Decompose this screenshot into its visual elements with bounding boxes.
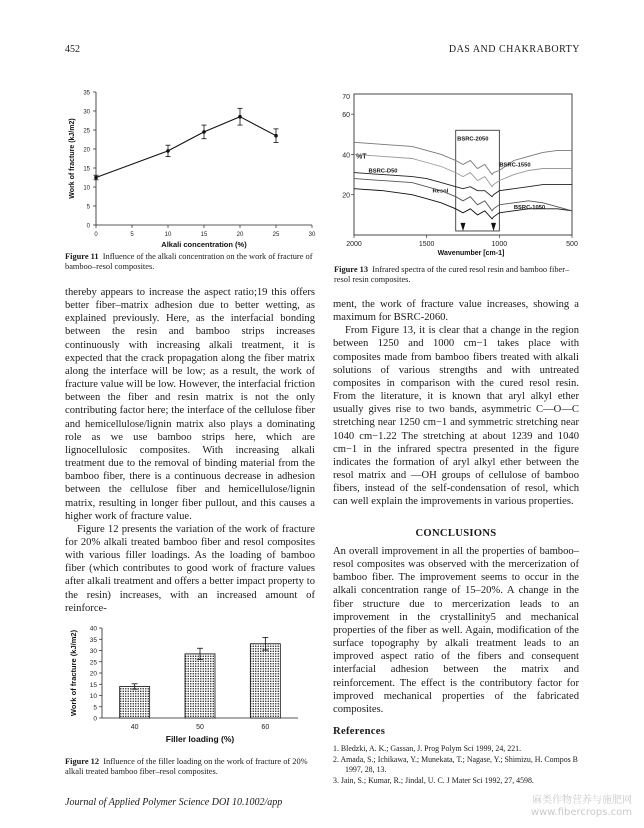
x-tick-label: 60	[261, 724, 270, 731]
series-label: BSRC-2050	[457, 136, 489, 143]
x-tick-label: 1500	[418, 241, 435, 248]
y-tick-label: 60	[342, 112, 350, 120]
x-tick-label: 500	[566, 241, 578, 248]
x-axis-title: Filler loading (%)	[165, 734, 235, 744]
y-tick-label: 20	[89, 670, 97, 678]
x-tick-label: 1000	[491, 241, 508, 248]
caption-text: Influence of the filler loading on the work of fracture of 20% alkali treated bamboo fiber–resol composites.	[65, 757, 308, 777]
y-tick-label: 40	[342, 152, 350, 160]
data-point	[202, 130, 206, 134]
right-column-text	[333, 298, 579, 509]
x-tick-label: 20	[236, 232, 244, 238]
right-paragraph-2: From Figure 13, it is clear that a change in the region between 1250 and 1000 cm−1 takes place with composites made from bamboo fibers treated with alkali solutions of various strengths and with untreated composites in comparison with the cured resol resin. From the literature, it is known that aryl alkyl ether usually gives rise to two bands, asymmetric C—O—C stretching near 1250 cm−1 and symmetric stretching near 1040 cm−1.22 The stretching at about 1239 and 1040 cm−1 in the infrared spectra presented in the figure indicates the formation of aryl alkyl ether between the resol matrix and —OH groups of cellulose of bamboo fibers, instead of the self-condensation of resol, which can well explain the improvements in various properties.	[333, 325, 579, 508]
x-tick-label: 50	[196, 724, 204, 731]
y-axis-title: %T	[356, 153, 367, 161]
y-tick-label: 20	[342, 192, 350, 200]
y-tick-label: 0	[93, 715, 97, 723]
y-tick-label: 30	[89, 648, 97, 655]
reference-item: 2. Amada, S.; Ichikawa, Y.; Munekata, T.; Nagase, Y.; Shimizu, H. Compos B 1997, 28, 13.	[333, 755, 578, 774]
data-point	[94, 176, 98, 180]
data-point	[238, 115, 242, 119]
figure-12-caption	[65, 757, 315, 778]
y-tick-label: 30	[83, 109, 90, 116]
y-tick-label: 25	[89, 659, 97, 667]
series-label: BSRC-D50	[368, 168, 398, 175]
conclusions-text	[333, 545, 579, 716]
y-tick-label: 20	[83, 147, 90, 154]
figure-12-chart	[62, 620, 324, 750]
y-tick-label: 0	[86, 223, 90, 230]
x-tick-label: 2000	[346, 241, 362, 248]
y-axis-title: Work of fracture (kJ/m2)	[69, 629, 78, 717]
right-paragraph-1: ment, the work of fracture value increases, showing a maximum for BSRC-2060.	[333, 299, 579, 324]
series-line	[96, 117, 276, 178]
x-tick-label: 5	[130, 232, 134, 238]
figure-11-chart	[62, 80, 324, 250]
x-tick-label: 30	[308, 232, 316, 238]
caption-label: Figure 12	[65, 757, 100, 766]
y-tick-label: 15	[89, 681, 97, 689]
series-label: Resol	[432, 188, 449, 195]
series-label: BSRC-1550	[499, 162, 531, 169]
reference-item: 1. Bledzki, A. K.; Gassan, J. Prog Polym Sci 1999, 24, 221.	[333, 744, 522, 753]
bar	[120, 687, 150, 719]
x-tick-label: 40	[130, 724, 139, 731]
references-list	[333, 744, 579, 787]
y-tick-label: 15	[83, 166, 90, 173]
references-heading: References	[333, 726, 386, 737]
left-paragraph-2: Figure 12 presents the variation of the work of fracture for 20% alkali treated bamboo fiber and resol composites with various filler loadings. As the loading of bamboo fiber (which contributes to good work of fracture values after alkali treatment and offers a better impact property to the resin) increases, with an increased amount of reinforce-	[65, 523, 315, 614]
caption-text: Influence of the alkali concentration on the work of fracture of bamboo–resol composites.	[65, 252, 313, 272]
y-tick-label: 10	[83, 185, 90, 192]
reference-item: 3. Jain, S.; Kumar, R.; Jindal, U. C. J Mater Sci 1992, 27, 4598.	[333, 776, 534, 785]
bar	[185, 654, 215, 718]
caption-text: Infrared spectra of the cured resol resin and bamboo fiber–resol resin composites.	[334, 265, 570, 285]
y-tick-label: 25	[83, 128, 90, 135]
conclusions-heading: CONCLUSIONS	[415, 528, 497, 539]
caption-label: Figure 13	[334, 265, 369, 274]
y-tick-label: 35	[89, 636, 97, 644]
watermark-line-2: www.fibercrops.com	[530, 807, 632, 818]
caption-label: Figure 11	[65, 252, 99, 261]
watermark	[531, 795, 632, 819]
running-title: DAS AND CHAKRABORTY	[448, 44, 580, 55]
y-tick-label: 40	[89, 625, 97, 633]
bar	[250, 644, 280, 718]
x-axis-title: Alkali concentration (%)	[161, 240, 247, 249]
journal-footer: Journal of Applied Polymer Science DOI 10.1002/app	[65, 797, 283, 808]
y-tick-label: 70	[342, 94, 350, 101]
left-paragraph-1: thereby appears to increase the aspect ratio;19 this offers better fiber–matrix adhesion due to better wetting, as explained previously. Here, as the interfacial bonding between the resin and bamboo strips increases continuously with increasing alkali treatment, it is expected that the crack propagation along the fiber matrix along the interface will be low; as a result, the work of fracture value will be low. However, the interfacial friction between the fiber and resin matrix is not the only contributing factor here; the interface of the cellulose fiber and hemicellulose/lignin matrix also plays a dominating role as we use bamboo strips here, which are lignocellulosic composites. With increasing alkali treatment due to the removal of binding material from the bamboo fiber, there is a continuous decrease in adhesion between the cellulose fiber and hemicellulose/lignin matrix, resulting in longer fiber pullout, and this causes a higher work of fracture value.	[65, 287, 315, 522]
x-tick-label: 25	[272, 232, 280, 238]
x-tick-label: 10	[164, 232, 172, 238]
data-point	[166, 149, 170, 153]
y-axis-title: Work of fracture (kJ/m2)	[69, 118, 76, 199]
y-tick-label: 35	[83, 90, 90, 97]
series-label: BSRC-1050	[513, 204, 546, 211]
page-number: 452	[65, 44, 80, 55]
y-tick-label: 5	[93, 704, 97, 712]
figure-13-caption	[334, 265, 579, 286]
x-axis-title: Wavenumber [cm-1]	[437, 250, 505, 257]
x-tick-label: 0	[94, 232, 98, 238]
left-column-text	[65, 286, 315, 615]
y-tick-label: 10	[89, 693, 97, 700]
figure-13-chart	[330, 88, 580, 258]
y-tick-label: 5	[86, 204, 90, 211]
data-point	[274, 134, 278, 138]
x-tick-label: 15	[200, 232, 208, 238]
conclusions-paragraph: An overall improvement in all the properties of bamboo–resol composites was observed with the mercerization of bamboo fiber. The improvement seems to occur in the alkali concentration range of 15–20%. A change in the fiber structure due to mercerization leads to an improvement in the crystallinity5 and mechanical properties of the fiber as well. Again, modification of the surface topography by alkali treatment leads to an improved aspect ratio of the fibers and consequent interfacial adhesion between the matrix and reinforcement. The effect is the contributory factor for improved mechanical properties of the fabricated composites.	[333, 546, 579, 715]
figure-11-caption	[65, 252, 315, 273]
watermark-line-1: 麻类作物营养与施肥网	[532, 795, 632, 806]
